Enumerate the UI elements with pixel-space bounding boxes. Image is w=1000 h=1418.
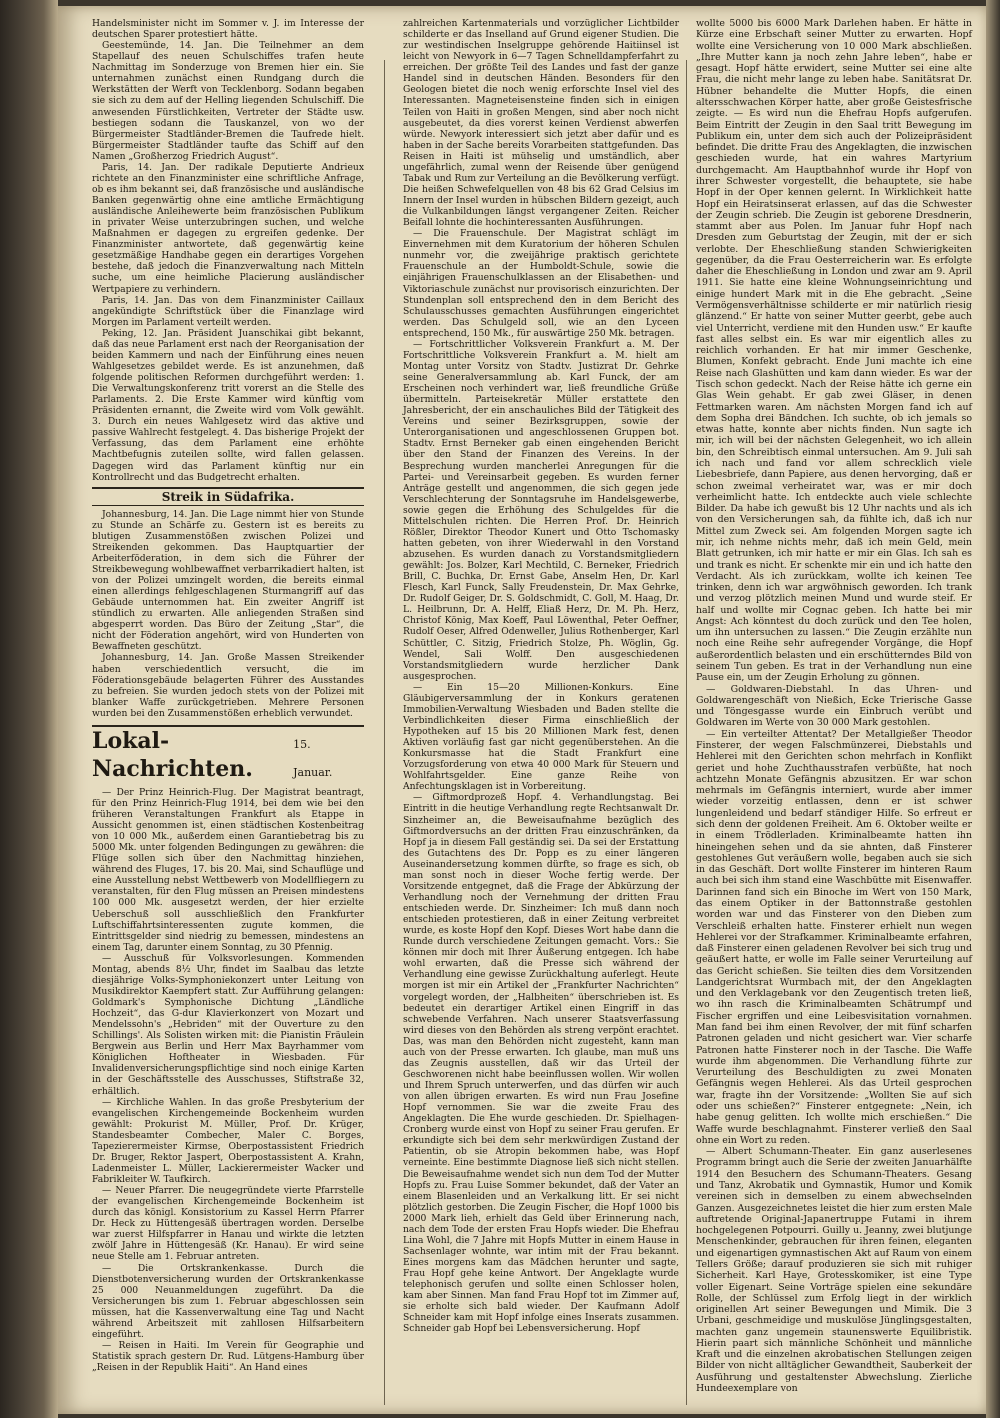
paragraph: — Albert Schumann-Theater. Ein ganz auserlesenes Programm bringt auch die Serie der zweiten Januarhälfte 1914 den Besuchern des Schumann-Theaters. Gesang und Tanz, Akrobatik und Gymnastik, Humor und Komik vereinen sich in demselben zu einem abwechselnden Ganzen. Ausgezeichnetes leistet die hier zum ersten Male auftretende Original-Japanertruppe Futami in ihrem hochgelegenen Potpourri. Guilly u. Jeanny, zwei blutjunge Menschenkinder, gebrauchen für ihren feinen, eleganten und eigenartigen gymnastischen Akt auf Raum von einem Tellers Größe; darauf produzieren sie sich mit ruhiger Sicherheit. Karl Haye, Grotesskomiker, ist eine Type voller Eigenart. Seine Vorträge spielen eine sekundäre Rolle, der Schlüssel zum Erfolg liegt in der wirklich originellen Art seiner Bewegungen und Mimik. Die 3 Urbani, geschmeidige und muskulöse Jünglingsgestalten, machten ganz ungemein staunenswerte Equilibristik. Hierin paart sich männliche Schönheit und männliche Kraft und die einzelnen akrobatischen Stellungen zeigen Bilder von nicht alltäglicher Gewandtheit, Sauberkeit der Ausführung und gestaltenster Abwechslung. Zierliche Hundeexemplare von (696, 1146, 972, 1395)
local-news-heading (92, 725, 364, 787)
column-3 (696, 18, 972, 1394)
column-rule (686, 60, 687, 1405)
paragraph: — Giftmordprozeß Hopf. 4. Verhandlungstag. Bei Eintritt in die heutige Verhandlung regte Rechtsanwalt Dr. Sinzheimer an, die Beweisaufnahme bezüglich des Giftmordversuchs an der dritten Frau einzuschränken, da Hopf ja in diesem Fall geständig sei. Da sei der Erstattung des Gutachtens des Dr. Popp es zu einer längeren Auseinandersetzung kommen dürfte, so frage es sich, ob man sonst noch in dieser Woche fertig werde. Der Vorsitzende entgegnet, daß die Frage der Abkürzung der Verhandlung noch der Vernehmung der dritten Frau entschieden werde. Dr. Sinzheimer: Ich muß dann noch entschieden protestieren, daß in einer Zeitung verbreitet wurde, es koste Hopf den Kopf. Dieses Wort habe dann die Runde durch verschiedene Zeitungen gemacht. Vors.: Sie können mir doch mit Ihrer Äußerung entgegen. Ich habe wohl erwarten, daß die Presse sich während der Verhandlung eine gewisse Zurückhaltung auferlegt. Heute morgen ist mir ein Artikel der „Frankfurter Nachrichten“ vorgelegt worden, der „Halbheiten“ überschrieben ist. Es bedeutet ein derartiger Artikel einen Eingriff in das schwebende Verfahren. Nach unserer Staatsverfassung wird dieses von den Behörden als streng verpönt erachtet. Das, was man den Behörden nicht zugesteht, kann man auch von der Presse erwarten. Ich glaube, man muß uns das Zeugnis ausstellen, daß wir das Urteil der Geschworenen nicht habe beeinflussen wollen. Wir wollen und Ihrem Spruch unterwerfen, und das dürfen wir auch von allen übrigen erwarten. Es wird nun Frau Josefine Hopf vernommen. Sie war die zweite Frau des Angeklagten. Die Ehe wurde geschieden. Dr. Spielhagen-Cronberg wurde einst von Hopf zu seiner Frau gerufen. Er erkundigte sich bei dem sehr merkwürdigen Zustand der Patientin, ob sie Atropin bekommen habe, was Hopf verneinte. Eine bestimmte Diagnose ließ sich nicht stellen. Die Beweisaufnahme wendet sich nun dem Tod der Mutter Hopfs zu. Frau Luise Sommer bekundet, daß der Vater an einem Blasenleiden und an Verkalkung litt. Er sei nicht plötzlich gestorben. Die Zeugin Fischer, die Hopf 1000 bis 2000 Mark lieh, erhielt das Geld über Erinnerung nach, nach dem Tode der ersten Frau Hopfs wieder. Die Ehefrau Lina Wohl, die 7 Jahre mit Hopfs Mutter in einem Hause in Sachsenlager wohnte, war intim mit der Frau bekannt. Eines morgens kam das Mädchen herunter und sagte, Frau Hopf gehe keine Antwort. Der Angeklagte wurde telephonisch gerufen und sollte einen Schlosser holen, kam aber Sinnen. Man fand Frau Hopf tot im Zimmer auf, sie erholte sich bald wieder. Der Kaufmann Adolf Schneider kam mit Hopf infolge eines Inserats zusammen. Schneider gab Hopf bei Lebensversicherung. Hopf (403, 792, 679, 1335)
paragraph: — Ein 15—20 Millionen-Konkurs. Eine Gläubigerversammlung der in Konkurs geratenen Immobilien-Verwaltung Wiesbaden und Baden stellte die Verbindlichkeiten dieser Firma einschließlich der Hypotheken auf 15 bis 20 Millionen Mark fest, denen Aktiven vorläufig fast gar nicht gegenüberstehen. An die Konkursmasse hat die Stadt Frankfurt eine Vorzugsforderung von etwa 40 000 Mark für Steuern und Wohlfahrtsgelder. Eine ganze Reihe von Anfechtungsklagen ist in Vorbereitung. (403, 681, 679, 793)
paragraph: — Fortschrittlicher Volksverein Frankfurt a. M. Der Fortschrittliche Volksverein Frankfurt a. M. hielt am Montag unter Vorsitz von Stadtv. Justizrat Dr. Gehrke seine Generalversammlung ab. Karl Funck, der am Erscheinen noch verhindert war, ließ freundliche Grüße übermitteln. Parteisekretär Müller erstattete den Jahresbericht, der ein anschauliches Bild der Tätigkeit des Vereins und seiner Bezirksgruppen, sowie der Unterorganisationen und angeschlossenen Gruppen bot. Stadtv. Ernst Berneker gab einen eingehenden Bericht über den Stand der Finanzen des Vereins. In der Besprechung wurden mancherlei Anregungen für die Partei- und Vereinsarbeit gegeben. Es wurden ferner Anträge gestellt und angenommen, die sich gegen jede Verschlechterung der Sonntagsruhe im Handelsgewerbe, sowie gegen die Erhöhung des Schulgeldes für die Mittelschulen richten. Die Herren Prof. Dr. Heinrich Rößler, Direktor Theodor Kunert und Otto Tschomasky hatten gebeten, von ihrer Wiederwahl in den Vorstand abzusehen. Es wurden danach zu Vorstandsmitgliedern gewählt: Jos. Bolzer, Karl Mechtild, C. Berneker, Friedrich Brill, C. Buchka, Dr. Ernst Gabe, Anselm Hen, Dr. Karl Flesch, Karl Funck, Sally Freudenstein, Dr. Max Gehrke, Dr. Rudolf Geiger, Dr. S. Goldschmidt, C. Goll, M. Haag, Dr. L. Heilbrunn, Dr. A. Helff, Eliaß Herz, Dr. M. Ph. Herz, Christof König, Max Koeff, Paul Löwenthal, Peter Oeffner, Rudolf Oeser, Alfred Odenweller, Julius Rothenberger, Karl Schüttler, C. Sitzig, Friedrich Stolze, Ph. Wöglin, Gg. Wendel, Sali Wolff. Den ausgeschiedenen Vorstandsmitgliedern wurde herzlicher Dank ausgesprochen. (403, 338, 680, 682)
paragraph: wollte 5000 bis 6000 Mark Darlehen haben. Er hätte in Kürze eine Erbschaft seiner Mutter zu erwarten. Hopf wollte eine Versicherung von 10 000 Mark abschließen. „Ihre Mutter kann ja noch zehn Jahre leben“, habe er gesagt. Hopf hätte erwidert, seine Mutter sei eine alte Frau, die nicht mehr lange zu leben habe. Sanitätsrat Dr. Hübner behandelte die Mutter Hopfs, die einen altersschwachen Körper hatte, aber große Geistesfrische zeigte. — Es wird nun die Ehefrau Hopfs aufgerufen. Beim Eintritt der Zeugin in den Saal tritt Bewegung im Publikum ein, unter dem sich auch der Polizeipräsident befindet. Die dritte Frau des Angeklagten, die inzwischen geschieden wurde, hat ein wahres Martyrium durchgemacht. Am Hauptbahnhof wurde ihr Hopf von ihrer Schwester vorgestellt, die behauptete, sie habe Hopf in der Oper kennen gelernt. In Wirklichkeit hatte Hopf ein Heiratsinserat erlassen, auf das die Schwester der Zeugin schrieb. Die Zeugin ist geborene Dresdnerin, stammt aber aus Polen. Im Januar fuhr Hopf nach Dresden zum Geburtstag der Zeugin, mit der er sich verlobte. Der Eheschließung standen Schwierigkeiten gegenüber, da die Frau Oesterreicherin war. Es erfolgte daher die Eheschließung in London und zwar am 9. April 1911. Sie hatte eine kleine Wohnungseinrichtung und einige hundert Mark mit in die Ehe gebracht. „Seine Vermögensverhältnisse schilderte er mir natürlich riesig glänzend.“ Er hatte von seiner Mutter geerbt, gebe auch viel Unterricht, verdiene mit den Hunden usw.“ Er kaufte fast alles selbst ein. Es war mir eigentlich alles zu reichlich vorhanden. Er hat mir immer Geschenke, Blumen, Konfekt gebracht. Ende Juni machte ich eine Reise nach Glashütten und kam dann wieder. Es war der Tisch schon gedeckt. Nach der Reise hätte ich gerne ein Glas Wein gehabt. Er gab zwei Gläser, in denen Fettmarken waren. Am nächsten Morgen fand ich auf dem Sopha drei Bändchen. Ich suchte, ob ich jemals so etwas hatte, konnte aber nichts finden. Nun sagte ich mir, ich will bei der nächsten Gelegenheit, wo ich allein bin, den Schreibtisch einmal untersuchen. Am 9. Juli sah ich nach und fand vor allem schrecklich viele Liebesbriefe, dann Papiere, aus denen hervorging, daß er schon zweimal verheiratet war, was er mir doch verheimlicht hatte. Ich entdeckte auch viele schlechte Bilder. Da habe ich gewußt bis 12 Uhr nachts und als ich von den Versicherungen sah, da fühlte ich, daß ich nur Mittel zum Zweck sei. Am folgenden Morgen sagte ich mir, ich nehme nichts mehr, daß ich mein Geld, mein Blatt getrunken, ich mir hatte er mir ein Glas. Ich sah es und trank es nicht. Er schenkte mir ein und ich hatte den Verdacht. Als ich zurückkam, wollte ich keinen Tee trinken, denn ich war argwöhnisch geworden. Ich trank und verzog plötzlich meinen Mund und wurde steif. Er half und wollte mir Cognac geben. Ich hatte bei mir Angst: Ach könntest du doch zurück und den Tee holen, um ihn untersuchen zu lassen.“ Die Zeugin erzählte nun noch eine Reihe sehr aufregender Vorgänge, die Hopf außerordentlich belasten und ein erschütterndes Bild von seinem Tun geben. Es trat in der Verhandlung nun eine Pause ein, um der Zeugin Erholung zu gönnen. (696, 18, 972, 684)
heading-title: Lokal-Nachrichten. (92, 727, 253, 782)
heading-date: 15. Januar. (293, 737, 333, 779)
paragraph: Handelsminister nicht im Sommer v. J. im Interesse der deutschen Sparer protestiert hätte. (92, 18, 364, 41)
paragraph: — Der Prinz Heinrich-Flug. Der Magistrat beantragt, für den Prinz Heinrich-Flug 1914, bei dem wie bei den früheren Veranstaltungen Frankfurt als Etappe in Aussicht genommen ist, einen städtischen Kostenbeitrag von 10 000 Mk., außerdem einen Garantiebetrag bis zu 5000 Mk. unter folgenden Bedingungen zu gewähren: die Flüge sollen sich über den Nachmittag hinziehen, während des Fluges, 17. bis 20. Mai, sind Schauflüge und eine Ausstellung nebst Wettbewerb von Modellfliegern zu veranstalten, für den Flug müssen an Preisen mindestens 100 000 Mk. ausgesetzt werden, der hier erzielte Ueberschuß soll ausschließlich den Frankfurter Luftschiffahrtsinteressenten zugute kommen, die Eintrittsgelder sind niedrig zu bemessen, mindestens an einem Tag, darunter einem Sonntag, zu 30 Pfennig. (92, 786, 364, 953)
paragraph: Peking, 12. Jan. Präsident Juanschikai gibt bekannt, daß das neue Parlament erst nach der Reorganisation der beiden Kammern und nach der Einführung eines neuen Wahlgesetzes gebildet werde. Es ist anzunehmen, daß folgende politischen Reformen durchgeführt werden: 1. Die Verwaltungskonferenz tritt vorerst an die Stelle des Parlaments. 2. Die Erste Kammer wird künftig vom Präsidenten ernannt, die Zweite wird vom Volk gewählt. 3. Durch ein neues Wahlgesetz wird das aktive und passive Wahlrecht festgelegt. 4. Das bisherige Projekt der Verfassung, das dem Parlament eine erhöhte Machtbefugnis zuteilen sollte, wird fallen gelassen. Dagegen wird das Parlament künftig nur ein Kontrollrecht und das Budgetrecht erhalten. (92, 327, 364, 483)
paragraph: — Reisen in Haiti. Im Verein für Geographie und Statistik sprach gestern Dr. Rud. Lütgens-Hamburg über „Reisen in der Republik Haiti“. An Hand eines (92, 1339, 364, 1374)
column-2 (403, 18, 679, 1334)
book-binding (0, 0, 58, 1418)
paragraph: — Ein verteilter Attentat? Der Metallgießer Theodor Finsterer, der wegen Falschmünzerei, Diebstahls und Hehlerei mit den Gerichten schon mehrfach in Konflikt geriet und hohe Zuchthausstrafen verbüßte, hat noch achtzehn Monate Gefängnis abzusitzen. Er war schon mehrmals im Gefängnis interniert, wurde aber immer wieder vorzeitig entlassen, denn er ist schwer lungenleidend und bedarf ständiger Hilfe. So erfreut er sich denn der goldenen Freiheit. Am 6. Oktober weilte er in einem Trödlerladen. Kriminalbeamte hatten ihn hineingehen sehen und da sie ahnten, daß Finsterer gestohlenes Gut veräußern wolle, begaben auch sie sich in das Geschäft. Dort wollte Finsterer im hinteren Raum auch bei sich ihm stand eine Waschbütte mit Eisenwaffer. Darinnen fand sich ein Binoche im Wert von 150 Mark, das einem Optiker in der Battonnstraße gestohlen worden war und das Finsterer von den Dieben zum Verschleiß erhalten hatte. Finsterer erhielt nun wegen Hehlerei vor der Strafkammer. Kriminalbeamte erfahren, daß Finsterer einen geladenen Revolver bei sich trug und geäußert hatte, er wolle im Falle seiner Verurteilung auf das Gericht schießen. Sie teilten dies dem Vorsitzenden Landgerichtsrat Wurmbach mit, der den Angeklagten und den Verklagebank vor den Zeugentisch treten ließ, wo ihn rasch die Kriminalbeamten Schätrumpf und Fischer ergriffen und eine Leibesvisitation vornahmen. Man fand bei ihm einen Revolver, der mit fünf scharfen Patronen geladen und nicht gesichert war. Vier scharfe Patronen hatte Finsterer noch in der Tasche. Die Waffe wurde ihm abgenommen. Die Verhandlung führte zur Verurteilung des Beschuldigten zu zwei Monaten Gefängnis wegen Hehlerei. Als das Urteil gesprochen war, fragte ihn der Vorsitzende: „Wollten Sie auf sich oder uns schießen?“ Finsterer entgegnete: „Nein, ich habe genug gelitten. Ich wollte mich erschießen.“ Die Waffe wurde beschlagnahmt. Finsterer verließ den Saal ohne ein Wort zu reden. (696, 728, 972, 1146)
paragraph: Johannesburg, 14. Jan. Die Lage nimmt hier von Stunde zu Stunde an Schärfe zu. Gestern ist es bereits zu blutigen Zusammenstößen zwischen Polizei und Streikenden gekommen. Das Hauptquartier der Arbeiterföderation, in dem sich die Führer der Streikbewegung wohlbewaffnet verbarrikadiert halten, ist von der Polizei umzingelt worden, die bereits einmal einen allerdings fehlgeschlagenen Sturmangriff auf das Gebäude unternommen hat. Ein zweiter Angriff ist stündlich zu erwarten. Alle anliegenden Straßen sind abgesperrt worden. Das Büro der Zeitung „Star“, die nicht der Föderation angehört, wird von Hunderten von Bewaffneten geschützt. (92, 508, 364, 653)
paragraph: Paris, 14. Jan. Das von dem Finanzminister Caillaux angekündigte Schriftstück über die Finanzlage wird Morgen im Parlament verteilt werden. (92, 294, 364, 328)
page-edge (986, 0, 1000, 1418)
column-rule (384, 60, 385, 1405)
paragraph: — Neuer Pfarrer. Die neugegründete vierte Pfarrstelle der evangelischen Kirchengemeinde Bockenheim ist durch das königl. Konsistorium zu Kassel Herrn Pfarrer Dr. Heck zu Hüttengesäß übertragen worden. Derselbe war zuerst Hilfspfarrer in Hanau und wirkte die letzten zwölf Jahre in Hüttengesäß (Kr. Hanau). Er wird seine neue Stelle am 1. Februar antreten. (92, 1185, 364, 1263)
paragraph: — Die Ortskrankenkasse. Durch die Dienstbotenversicherung wurden der Ortskrankenkasse 25 000 Neuanmeldungen zugeführt. Da die Versicherungen bis zum 1. Februar abgeschlossen sein müssen, hat die Kassenverwaltung eine Tag und Nacht während Arbeitszeit mit zahllosen Hilfsarbeitern eingeführt. (92, 1262, 364, 1340)
column-1 (92, 18, 364, 1373)
section-heading: Streik in Südafrika. (92, 487, 364, 506)
paragraph: — Goldwaren-Diebstahl. In das Uhren- und Goldwarengeschäft von Nießich, Ecke Trierische Gasse und Töngesgasse wurde ein Einbruch verübt und Goldwaren im Werte von 30 000 Mark gestohlen. (696, 683, 972, 729)
paragraph: — Kirchliche Wahlen. In das große Presbyterium der evangelischen Kirchengemeinde Bockenheim wurden gewählt: Prokurist M. Müller, Prof. Dr. Krüger, Standesbeamter Combecher, Maler C. Borges, Tapezierermeister Kirmse, Oberpostassistent Friedrich Dr. Bruger, Rektor Jaspert, Oberpostassistent A. Krahn, Ladenmeister L. Müller, Lackierermeister Wacker und Fabrikleiter W. Taufkirch. (92, 1096, 364, 1185)
paragraph: Johannesburg, 14. Jan. Große Massen Streikender haben verschiedentlich versucht, die im Föderationsgebäude belagerten Führer des Ausstandes zu befreien. Sie wurden jedoch stets von der Polizei mit blanker Waffe zurückgetrieben. Mehrere Personen wurden bei den Zusammenstößen erheblich verwundet. (92, 652, 364, 719)
paragraph: zahlreichen Kartenmaterials und vorzüglicher Lichtbilder schilderte er das Inselland auf Grund eigener Studien. Die zur westindischen Inselgruppe gehörende Haitiinsel ist leicht von Newyork in 6—7 Tagen Schnelldampferfahrt zu erreichen. Der größte Teil des Landes und fast der ganze Handel sind in deutschen Händen. Besonders für den Geologen bietet die noch wenig erforschte Insel viel des Interessanten. Magneteisensteine finden sich in einigen Teilen von Haiti in großen Mengen, sind aber noch nicht ausgebeutet, da dies vorerst keinen Verdienst abwerfen würde. Newyork interessiert sich jetzt aber dafür und es haben in der Sache bereits Vorarbeiten stattgefunden. Das Reisen in Haiti ist mühselig und umständlich, aber ungefährlich, zumal wenn der Reisende über genügend Tabak und Rum zur Verteilung an die Bevölkerung verfügt. Die heißen Schwefelquellen von 48 bis 62 Grad Celsius im Innern der Insel wurden in hübschen Bildern gezeigt, auch die Vulkanbildungen längst vergangener Zeiten. Reicher Beifall lohnte die hochinteressanten Ausführungen. (403, 18, 679, 229)
paragraph: — Ausschuß für Volksvorlesungen. Kommenden Montag, abends 8½ Uhr, findet im Saalbau das letzte diesjährige Volks-Symphoniekonzert unter Leitung von Musikdirektor Kaempfert statt. Zur Aufführung gelangen: Goldmark's Symphonische Dichtung „Ländliche Hochzeit“, das G-dur Klavierkonzert von Mozart und Mendelssohn's „Hebriden“ mit der Ouverture zu den Schillings'. Als Solisten wirken mit: die Pianistin Fräulein Bergwein aus Berlin und Herr Max Bayrhammer vom Königlichen Hoftheater in Wiesbaden. Für Invalidenversicherungspflichtige sind noch einige Karten in der Geschäftsstelle des Ausschusses, Stiftstraße 32, erhältlich. (92, 952, 364, 1097)
paragraph: Geestemünde, 14. Jan. Die Teilnehmer an dem Stapellauf des neuen Schulschiffes trafen heute Nachmittag im Sonderzuge von Bremen hier ein. Sie unternahmen zunächst einen Rundgang durch die Werkstätten der Werft von Tecklenborg. Sodann begaben sie sich zu dem auf der Helling liegenden Schulschiff. Die anwesenden Fürstlichkeiten, Vertreter der Städte usw. bestiegen sodann die Tauskanzel, von wo der Bürgermeister Stadtländer-Bremen die Taufrede hielt. Bürgermeister Stadtländer taufte das Schiff auf den Namen „Großherzog Friedrich August“. (92, 40, 364, 162)
paragraph: — Die Frauenschule. Der Magistrat schlägt im Einvernehmen mit dem Kuratorium der höheren Schulen nunmehr vor, die zweijährige praktisch gerichtete Frauenschule an der Humboldt-Schule, sowie die einjährigen Frauenschulklassen an der Elisabethen- und Viktoriaschule zunächst nur provisorisch einzurichten. Der Stundenplan soll entsprechend den in dem Bericht des Schulausschusses gemachten Ausführungen eingerichtet werden. Das Schulgeld soll, wie an den Lyceen entsprechend, 150 Mk., für auswärtige 250 Mk. betragen. (403, 228, 679, 339)
paragraph: Paris, 14. Jan. Der radikale Deputierte Andrieux richtete an den Finanzminister eine schriftliche Anfrage, ob es ihm bekannt sei, daß französische und ausländische Banken gegenwärtig ohne eine amtliche Ermächtigung ausländische Anleihewerte beim französischen Publikum in privater Weise unterzubringen suchen, und welche Maßnahmen er dagegen zu ergreifen gedenke. Der Finanzminister antwortete, daß gegenwärtig keine gesetzmäßige Handhabe gegen ein derartiges Vorgehen bestehe, daß jedoch die Finanzverwaltung nach Mitteln suche, um eine heimliche Placierung ausländischer Wertpapiere zu verhindern. (92, 161, 364, 295)
